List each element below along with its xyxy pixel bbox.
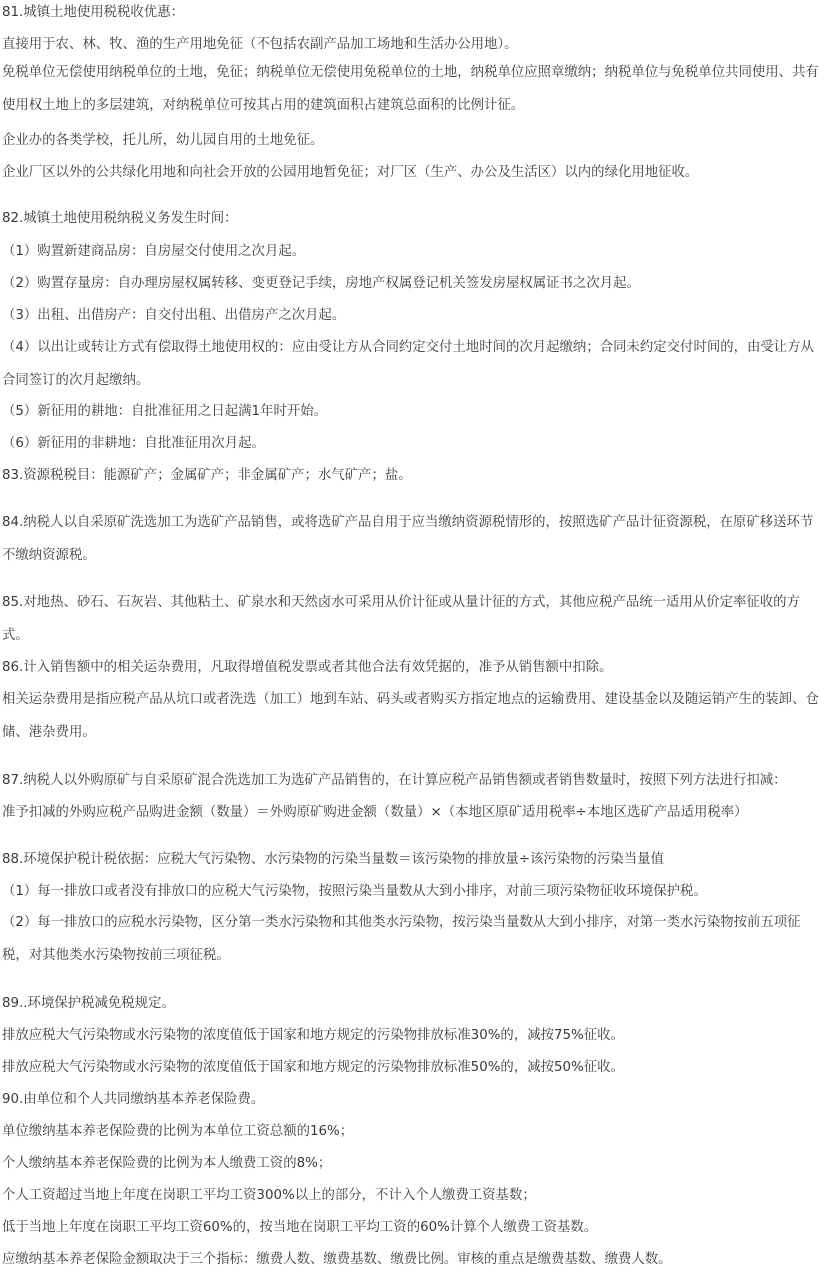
paragraph: 应缴纳基本养老保险金额取决于三个指标：缴费人数、缴费基数、缴费比例。审核的重点是缴费基数、缴费人数。: [2, 1252, 672, 1267]
list-item: （2）购置存量房：自办理房屋权属转移、变更登记手续，房地产权属登记机关签发房屋权属证书之次月起。: [2, 276, 640, 291]
paragraph: 个人缴纳基本养老保险费的比例为本人缴费工资的8%；: [2, 1156, 332, 1171]
section-87-heading: 87.纳税人以外购原矿与自采原矿混合洗选加工为选矿产品销售的，在计算应税产品销售额或者销售数量时，按照下列方法进行扣减：: [2, 773, 787, 788]
paragraph: 免税单位无偿使用纳税单位的土地，免征；纳税单位无偿使用免税单位的土地，纳税单位应照章缴纳；纳税单位与免税单位共同使用、共有使用权土地上的多层建筑，对纳税单位可按其占用的建筑面积占建筑总面积的比例计征。: [2, 65, 819, 113]
list-item: （5）新征用的耕地：自批准征用之日起满1年时开始。: [2, 404, 328, 419]
list-item: （3）出租、出借房产：自交付出租、出借房产之次月起。: [2, 308, 346, 323]
paragraph: 排放应税大气污染物或水污染物的浓度值低于国家和地方规定的污染物排放标准30%的，减按75%征收。: [2, 1028, 624, 1043]
section-84-paragraph: 84.纳税人以自采原矿洗选加工为选矿产品销售，或将选矿产品自用于应当缴纳资源税情形的，按照选矿产品计征资源税，在原矿移送环节不缴纳资源税。: [2, 515, 814, 563]
section-88-heading: 88.环境保护税计税依据：应税大气污染物、水污染物的污染当量数＝该污染物的排放量÷该污染物的污染当量值: [2, 852, 664, 867]
paragraph: 企业厂区以外的公共绿化用地和向社会开放的公园用地暂免征；对厂区（生产、办公及生活区）以内的绿化用地征收。: [2, 165, 699, 180]
paragraph: 企业办的各类学校，托儿所，幼儿园自用的土地免征。: [2, 133, 324, 148]
section-90-heading: 90.由单位和个人共同缴纳基本养老保险费。: [2, 1092, 265, 1107]
section-83-heading: 83.资源税税目：能源矿产；金属矿产；非金属矿产；水气矿产；盐。: [2, 468, 412, 483]
list-item: （4）以出让或转让方式有偿取得土地使用权的：应由受让方从合同约定交付土地时间的次月起缴纳；合同未约定交付时间的，由受让方从合同签订的次月起缴纳。: [2, 340, 814, 388]
paragraph: 低于当地上年度在岗职工平均工资60%的，按当地在岗职工平均工资的60%计算个人缴费工资基数。: [2, 1220, 598, 1235]
list-item: （2）每一排放口的应税水污染物，区分第一类水污染物和其他类水污染物，按污染当量数从大到小排序，对第一类水污染物按前五项征税，对其他类水污染物按前三项征税。: [2, 915, 801, 963]
list-item: （6）新征用的非耕地：自批准征用次月起。: [2, 436, 265, 451]
section-81-heading: 81.城镇土地使用税税收优惠：: [2, 5, 184, 20]
paragraph: 个人工资超过当地上年度在岗职工平均工资300%以上的部分，不计入个人缴费工资基数；: [2, 1188, 536, 1203]
section-86-heading: 86.计入销售额中的相关运杂费用，凡取得增值税发票或者其他合法有效凭据的，准予从销售额中扣除。: [2, 660, 613, 675]
formula: 准予扣减的外购应税产品购进金额（数量）＝外购原矿购进金额（数量）×（本地区原矿适用税率÷本地区选矿产品适用税率）: [2, 805, 748, 820]
paragraph: 相关运杂费用是指应税产品从坑口或者洗选（加工）地到车站、码头或者购买方指定地点的运输费用、建设基金以及随运销产生的装卸、仓储、港杂费用。: [2, 692, 819, 740]
section-82-heading: 82.城镇土地使用税纳税义务发生时间：: [2, 211, 238, 226]
section-89-heading: 89..环境保护税减免税规定。: [2, 996, 175, 1011]
paragraph: 排放应税大气污染物或水污染物的浓度值低于国家和地方规定的污染物排放标准50%的，减按50%征收。: [2, 1060, 624, 1075]
paragraph: 单位缴纳基本养老保险费的比例为本单位工资总额的16%；: [2, 1124, 354, 1139]
paragraph: 直接用于农、林、牧、渔的生产用地免征（不包括农副产品加工场地和生活办公用地）。: [2, 37, 518, 52]
section-85-paragraph: 85.对地热、砂石、石灰岩、其他粘土、矿泉水和天然卤水可采用从价计征或从量计征的方式，其他应税产品统一适用从价定率征收的方式。: [2, 595, 800, 643]
list-item: （1）购置新建商品房：自房屋交付使用之次月起。: [2, 244, 306, 259]
list-item: （1）每一排放口或者没有排放口的应税大气污染物，按照污染当量数从大到小排序，对前三项污染物征收环境保护税。: [2, 884, 707, 899]
